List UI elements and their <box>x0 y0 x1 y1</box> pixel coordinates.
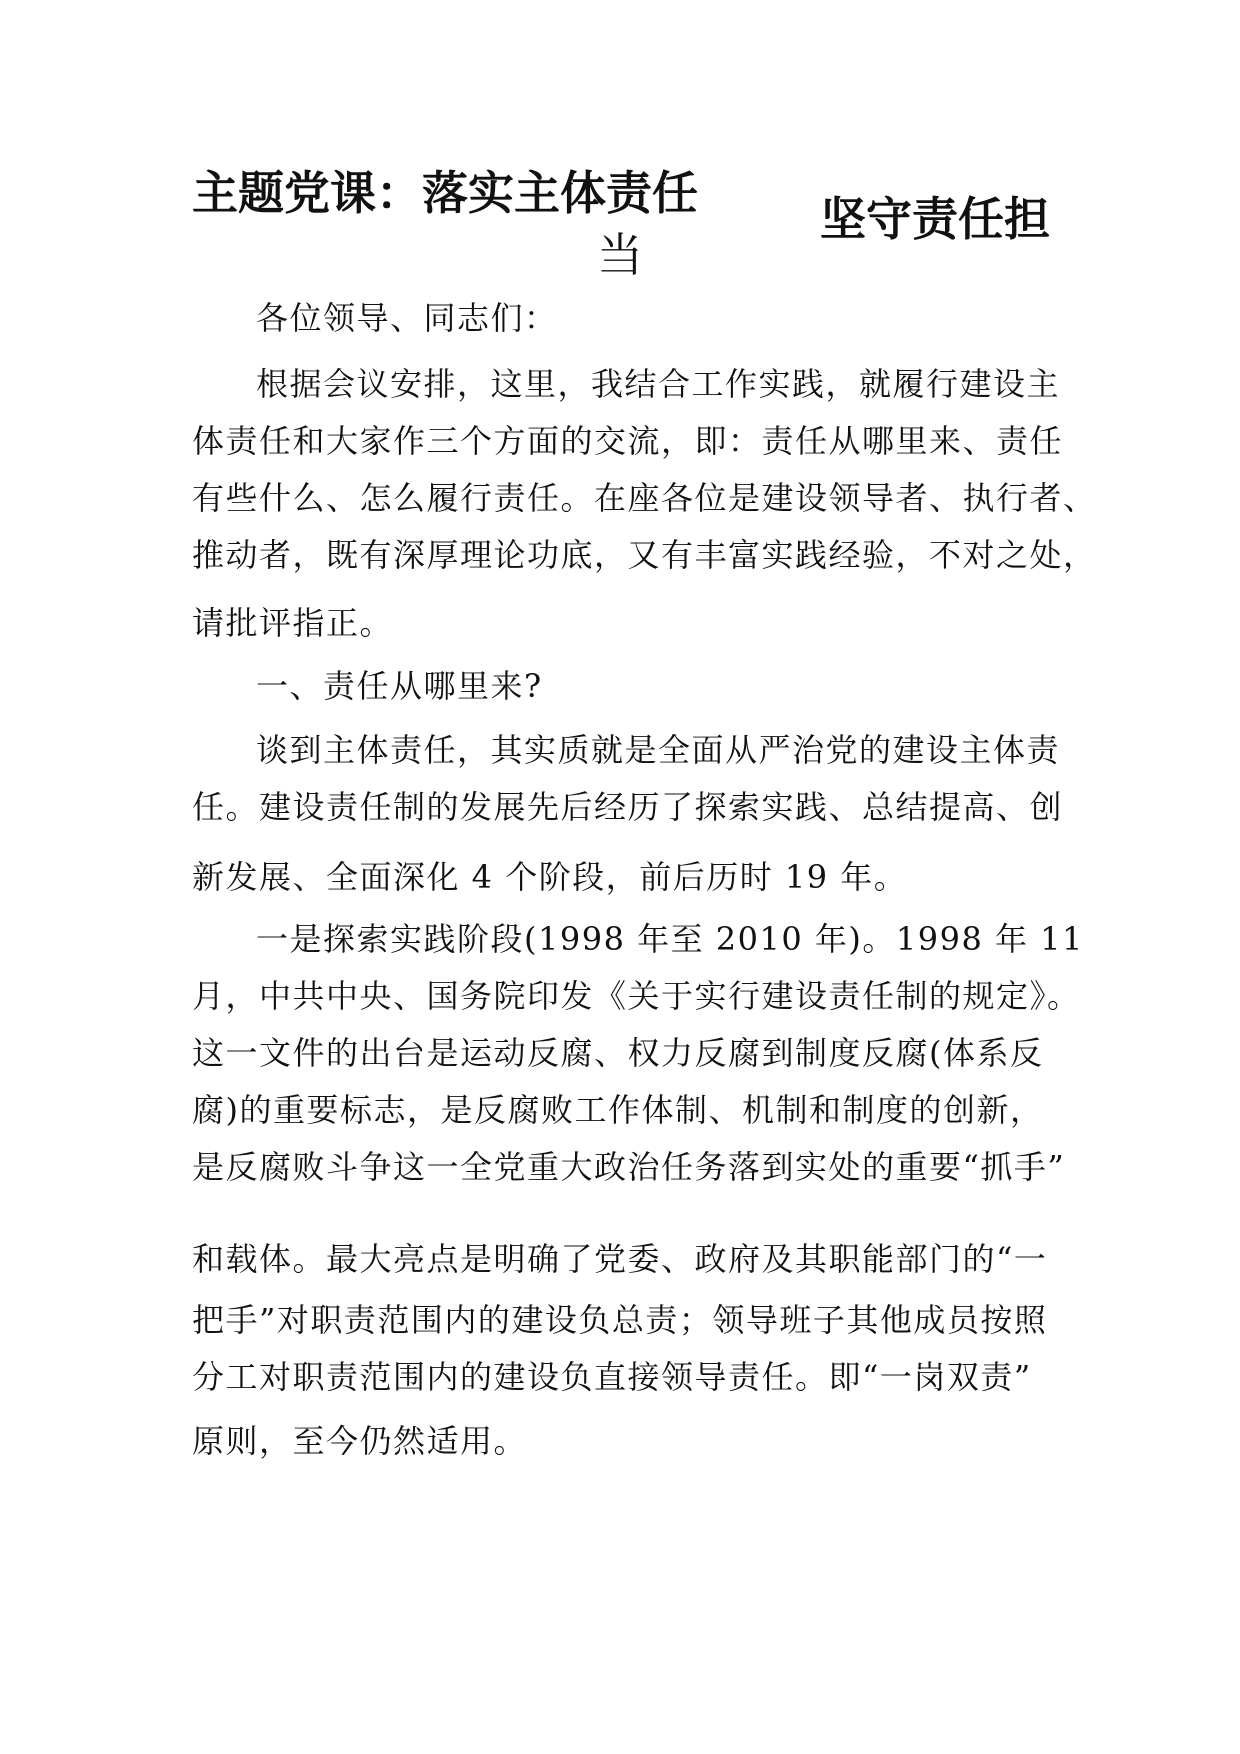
paragraph-line: 原则，至今仍然适用。 <box>192 1422 528 1460</box>
paragraph-line: 谈到主体责任，其实质就是全面从严治党的建设主体责 <box>256 731 1061 769</box>
paragraph-line: 把手”对职责范围内的建设负总责；领导班子其他成员按照 <box>192 1301 1048 1339</box>
paragraph-line: 请批评指正。 <box>192 604 394 642</box>
section-heading: 一、责任从哪里来? <box>256 667 543 705</box>
paragraph-line: 新发展、全面深化 4 个阶段，前后历时 19 年。 <box>192 858 908 896</box>
paragraph-line: 分工对职责范围内的建设负直接领导责任。即“一岗双责” <box>192 1358 1032 1396</box>
paragraph-line: 根据会议安排，这里，我结合工作实践，就履行建设主 <box>256 365 1061 403</box>
paragraph-line: 一是探索实践阶段(1998 年至 2010 年)。1998 年 11 <box>256 920 1084 958</box>
paragraph-line: 体责任和大家作三个方面的交流，即：责任从哪里来、责任 <box>192 422 1064 460</box>
title-part-1: 主题党课：落实主体责任 <box>192 166 698 220</box>
paragraph-line: 推动者，既有深厚理论功底，又有丰富实践经验，不对之处， <box>192 536 1097 574</box>
paragraph-line: 和载体。最大亮点是明确了党委、政府及其职能部门的“一 <box>192 1240 1048 1278</box>
paragraph-line: 任。建设责任制的发展先后经历了探索实践、总结提高、创 <box>192 788 1064 826</box>
paragraph-line: 月，中共中央、国务院印发《关于实行建设责任制的规定》。 <box>192 977 1081 1015</box>
paragraph-line: 腐)的重要标志，是反腐败工作体制、机制和制度的创新， <box>192 1091 1044 1129</box>
title-part-2: 坚守责任担 <box>820 192 1050 246</box>
paragraph-line: 有些什么、怎么履行责任。在座各位是建设领导者、执行者、 <box>192 479 1097 517</box>
paragraph-line: 这一文件的出台是运动反腐、权力反腐到制度反腐(体系反 <box>192 1034 1044 1072</box>
paragraph-line: 是反腐败斗争这一全党重大政治任务落到实处的重要“抓手” <box>192 1148 1066 1186</box>
title-part-3: 当 <box>597 228 643 282</box>
salutation: 各位领导、同志们： <box>256 299 558 337</box>
